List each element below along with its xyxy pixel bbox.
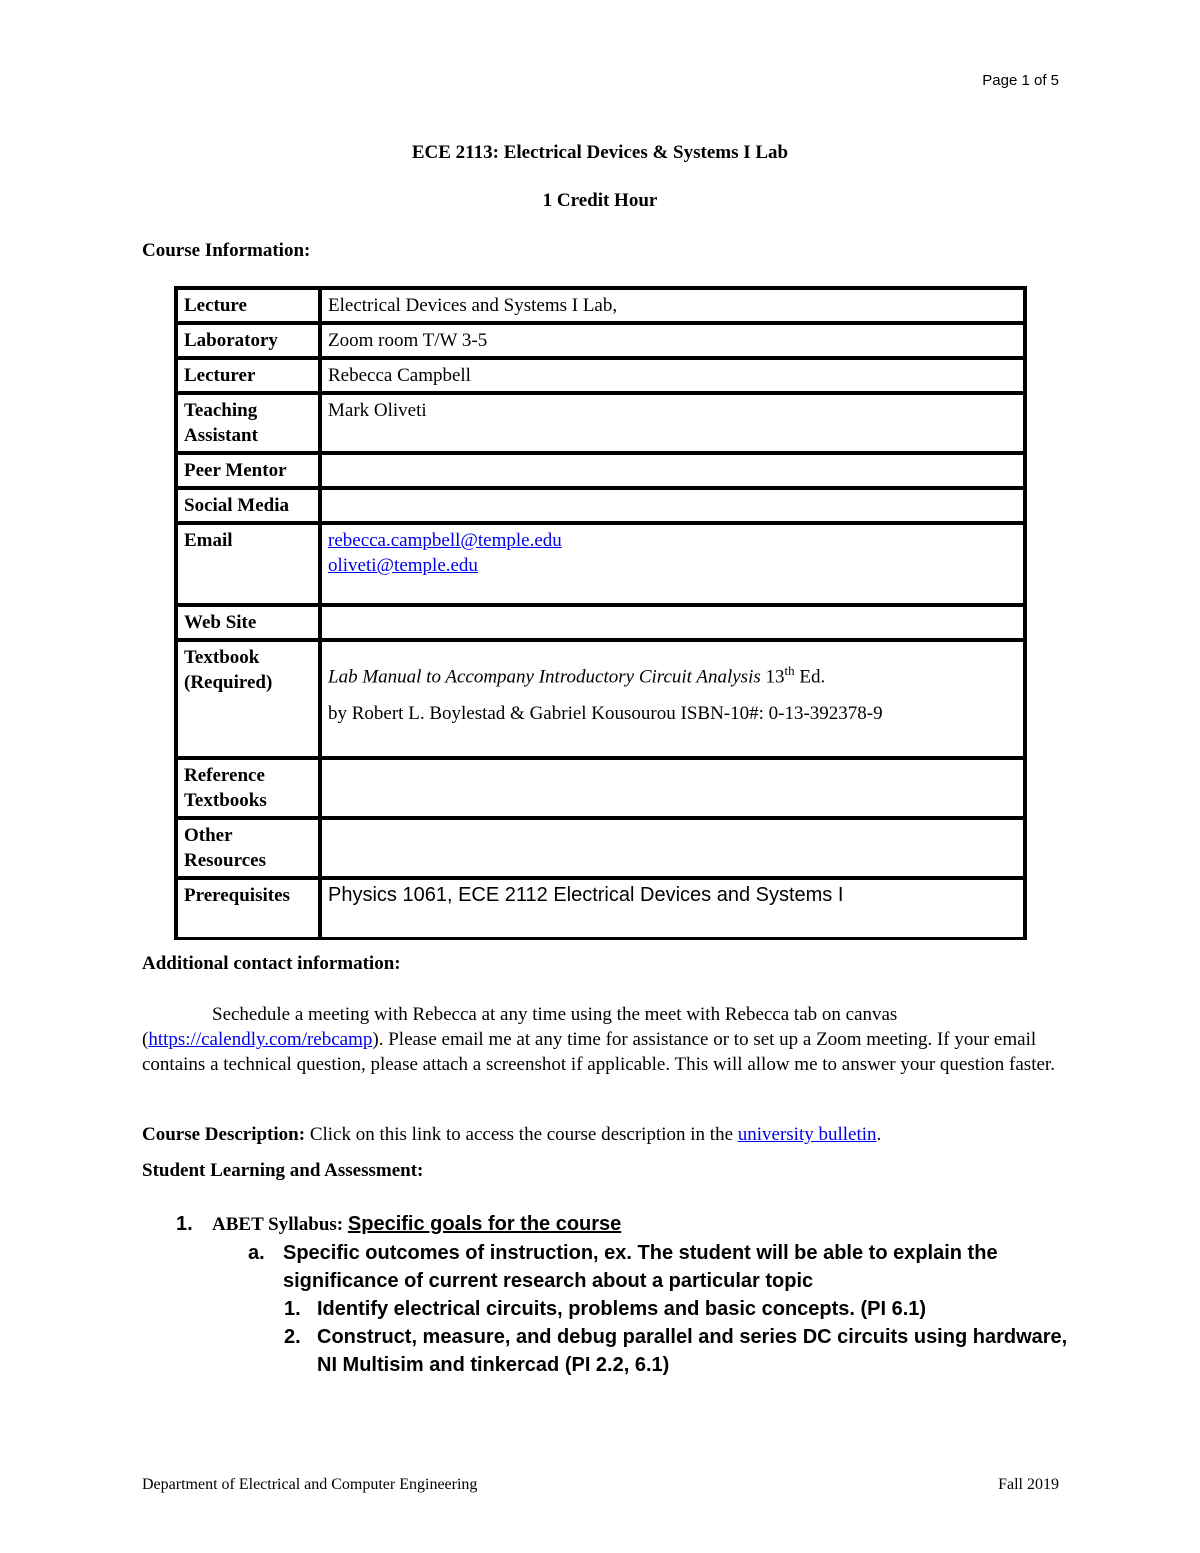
lecture-label: Lecture (177, 289, 321, 324)
table-row (177, 289, 1024, 324)
web-site-label: Web Site (177, 606, 321, 641)
list-number: 1. (176, 1213, 193, 1235)
email-link-rebecca[interactable]: rebecca.campbell@temple.edu (328, 530, 562, 551)
ta-value: Mark Oliveti (321, 394, 1024, 454)
table-row (177, 454, 1024, 489)
list-item (142, 1239, 1082, 1295)
reference-textbooks-label: Reference Textbooks (177, 759, 321, 819)
table-row (177, 489, 1024, 524)
laboratory-label: Laboratory (177, 324, 321, 359)
course-description-label: Course Description: (142, 1124, 306, 1145)
other-resources-value (321, 819, 1024, 879)
learning-outline (142, 1210, 1082, 1379)
email-label: Email (177, 524, 321, 606)
additional-text-1: Sechedule a meeting with Rebecca at any time using the meet with Rebecca tab on canvas ( (142, 1004, 898, 1050)
specific-goals-link[interactable]: Specific goals for the course (347, 1213, 622, 1235)
list-number: 1. (284, 1298, 301, 1320)
list-item (142, 1210, 1082, 1239)
textbook-edition: 13 (760, 666, 785, 688)
table-row (177, 359, 1024, 394)
email-link-oliveti[interactable]: oliveti@temple.edu (328, 555, 478, 576)
table-row (177, 641, 1024, 759)
additional-text-2: ). Please email me at any time for assistance or to set up a Zoom meeting. If your email contains a technical question, please attach a screenshot if applicable. This will allow me to answer your question faster. (142, 1029, 1055, 1075)
additional-contact-paragraph (142, 1002, 1062, 1077)
list-number: 2. (284, 1326, 301, 1348)
abet-label: ABET Syllabus: (212, 1214, 348, 1235)
course-description (142, 1124, 1062, 1146)
textbook-authors: by Robert L. Boylestad & Gabriel Kousourou ISBN-10#: 0-13-392378-9 (328, 703, 883, 725)
credit-hours: 1 Credit Hour (542, 190, 658, 211)
university-bulletin-link[interactable]: university bulletin (737, 1124, 877, 1145)
textbook-edition-sup: th (784, 663, 795, 678)
page-number: Page 1 of 5 (982, 72, 1059, 89)
textbook-title: Lab Manual to Accompany Introductory Circuit Analysis (328, 666, 761, 688)
calendly-link[interactable]: https://calendly.com/rebcamp (148, 1029, 373, 1050)
prerequisites-value: Physics 1061, ECE 2112 Electrical Devices and Systems I (321, 879, 1024, 937)
ta-label: Teaching Assistant (177, 394, 321, 454)
textbook-label: Textbook (Required) (177, 641, 321, 759)
footer-department: Department of Electrical and Computer Engineering (142, 1476, 478, 1493)
other-resources-label: Other Resources (177, 819, 321, 879)
list-item (142, 1295, 1082, 1323)
list-letter: a. (248, 1242, 265, 1264)
course-description-end: . (876, 1124, 882, 1145)
reference-textbooks-value (321, 759, 1024, 819)
table-row (177, 879, 1024, 937)
lecture-value: Electrical Devices and Systems I Lab, (321, 289, 1024, 324)
page-title: ECE 2113: Electrical Devices & Systems I Lab (411, 142, 789, 163)
list-item (142, 1323, 1082, 1379)
outcome-2-text: Construct, measure, and debug parallel and series DC circuits using hardware, NI Multisim and tinkercad (PI 2.2, 6.1) (317, 1326, 1068, 1376)
table-row (177, 606, 1024, 641)
table-row (177, 759, 1024, 819)
additional-contact-heading: Additional contact information: (142, 953, 401, 974)
outcome-1-text: Identify electrical circuits, problems and basic concepts. (PI 6.1) (317, 1298, 927, 1320)
social-media-value (321, 489, 1024, 524)
textbook-value (321, 641, 1024, 759)
email-value (321, 524, 1024, 606)
student-learning-heading: Student Learning and Assessment: (142, 1160, 424, 1181)
lecturer-label: Lecturer (177, 359, 321, 394)
table-row (177, 324, 1024, 359)
outcomes-text: Specific outcomes of instruction, ex. The student will be able to explain the significance of current research about a particular topic (283, 1242, 998, 1292)
lecturer-value: Rebecca Campbell (321, 359, 1024, 394)
course-info-heading: Course Information: (142, 240, 311, 261)
table-row (177, 819, 1024, 879)
peer-mentor-value (321, 454, 1024, 489)
table-row (177, 524, 1024, 606)
course-description-text: Click on this link to access the course description in the (305, 1124, 738, 1145)
peer-mentor-label: Peer Mentor (177, 454, 321, 489)
social-media-label: Social Media (177, 489, 321, 524)
table-row (177, 394, 1024, 454)
course-info-table (174, 286, 1027, 940)
prerequisites-label: Prerequisites (177, 879, 321, 937)
web-site-value (321, 606, 1024, 641)
footer-term: Fall 2019 (998, 1476, 1059, 1493)
laboratory-value: Zoom room T/W 3-5 (321, 324, 1024, 359)
textbook-edition-suffix: Ed. (794, 666, 826, 688)
